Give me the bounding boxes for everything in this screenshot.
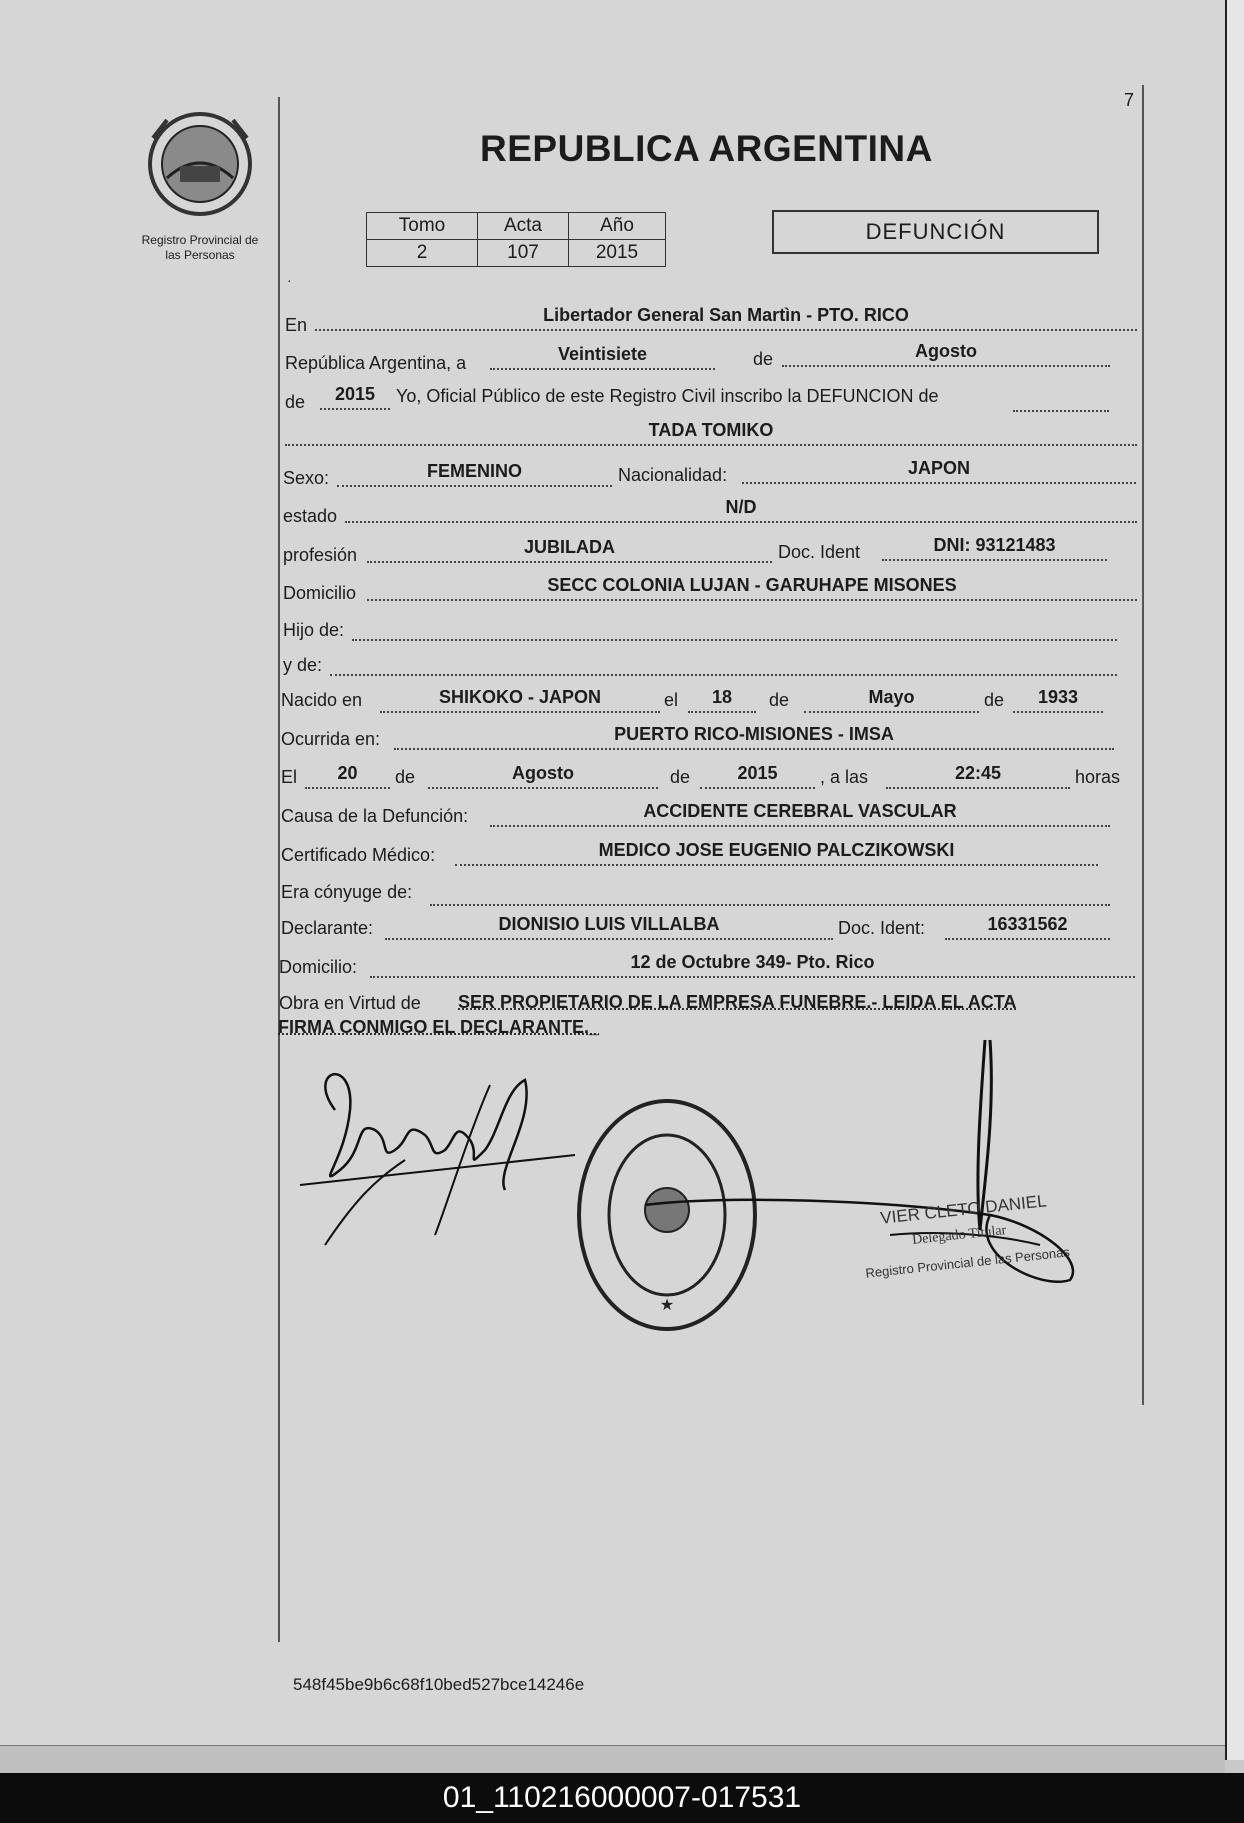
value-anio: 2015 bbox=[569, 240, 666, 267]
record-type-box: DEFUNCIÓN bbox=[772, 210, 1099, 254]
header-acta: Acta bbox=[478, 213, 569, 240]
label-de-1: de bbox=[753, 349, 774, 369]
label-de-5: de bbox=[395, 767, 416, 787]
label-obra: Obra en Virtud de bbox=[279, 993, 421, 1013]
document-hash: 548f45be9b6c68f10bed527bce14246e bbox=[293, 1675, 585, 1694]
document-title: REPUBLICA ARGENTINA bbox=[480, 128, 933, 169]
label-profesion: profesión bbox=[283, 545, 358, 565]
svg-text:★: ★ bbox=[659, 1297, 675, 1314]
page-underlay bbox=[0, 1745, 1225, 1774]
label-domicilio: Domicilio bbox=[283, 583, 357, 603]
label-nacionalidad: Nacionalidad: bbox=[618, 465, 728, 485]
field-domicilio-2: 12 de Octubre 349- Pto. Rico bbox=[370, 952, 1135, 978]
stamp-role: Delegado Titular bbox=[911, 1223, 1007, 1248]
field-lugar-nacimiento: SHIKOKO - JAPON bbox=[380, 687, 660, 713]
label-republica: República Argentina, a bbox=[285, 353, 467, 373]
field-blank-1 bbox=[1013, 386, 1109, 412]
right-margin-line bbox=[1142, 85, 1144, 1405]
adjacent-page-edge bbox=[1225, 0, 1244, 1760]
field-lugar: Libertador General San Martìn - PTO. RICO bbox=[315, 305, 1137, 331]
table-header-row bbox=[367, 213, 666, 240]
field-dia-defuncion: 20 bbox=[305, 763, 390, 789]
value-tomo: 2 bbox=[367, 240, 478, 267]
document-id-bar: 01_110216000007-017531 bbox=[0, 1773, 1244, 1823]
field-doc-ident-2: 16331562 bbox=[945, 914, 1110, 940]
field-hijo-de bbox=[352, 615, 1117, 641]
field-sexo: FEMENINO bbox=[337, 461, 612, 487]
label-domicilio-2: Domicilio: bbox=[279, 957, 358, 977]
label-estado: estado bbox=[283, 506, 338, 526]
field-conyuge bbox=[430, 880, 1110, 906]
label-horas: horas bbox=[1075, 767, 1121, 787]
label-y-de: y de: bbox=[283, 655, 323, 675]
field-anio-defuncion: 2015 bbox=[700, 763, 815, 789]
label-de-2: de bbox=[285, 392, 306, 412]
field-declarante: DIONISIO LUIS VILLALBA bbox=[385, 914, 833, 940]
field-y-de bbox=[330, 650, 1117, 676]
label-doc-ident: Doc. Ident bbox=[778, 542, 861, 562]
declarant-signature bbox=[295, 1050, 585, 1250]
stamp-name: VIER CLETO DANIEL bbox=[879, 1191, 1048, 1228]
stray-mark: · bbox=[287, 272, 292, 288]
label-de-6: de bbox=[670, 767, 691, 787]
field-anio: 2015 bbox=[320, 384, 390, 410]
record-table bbox=[366, 212, 666, 267]
field-profesion: JUBILADA bbox=[367, 537, 772, 563]
province-logo-icon bbox=[145, 108, 255, 220]
field-dia-nacimiento: 18 bbox=[688, 687, 756, 713]
label-a-las: , a las bbox=[820, 767, 869, 787]
field-anio-nacimiento: 1933 bbox=[1013, 687, 1103, 713]
field-doc-ident: DNI: 93121483 bbox=[882, 535, 1107, 561]
label-sexo: Sexo: bbox=[283, 468, 330, 488]
field-ocurrida-en: PUERTO RICO-MISIONES - IMSA bbox=[394, 724, 1114, 750]
field-nacionalidad: JAPON bbox=[742, 458, 1136, 484]
header-anio: Año bbox=[569, 213, 666, 240]
page-number: 7 bbox=[1124, 90, 1135, 110]
label-certificado: Certificado Médico: bbox=[281, 845, 436, 865]
field-mes-escrito: Agosto bbox=[782, 341, 1110, 367]
field-nombre-fallecido: TADA TOMIKO bbox=[285, 420, 1137, 446]
left-margin-line bbox=[278, 97, 280, 1642]
field-mes-nacimiento: Mayo bbox=[804, 687, 979, 713]
label-de-3: de bbox=[769, 690, 790, 710]
label-conyuge: Era cónyuge de: bbox=[281, 882, 413, 902]
label-nacido-en: Nacido en bbox=[281, 690, 363, 710]
field-dia-escrito: Veintisiete bbox=[490, 344, 715, 370]
label-causa: Causa de la Defunción: bbox=[281, 806, 469, 826]
label-declarante: Declarante: bbox=[281, 918, 374, 938]
label-de-4: de bbox=[984, 690, 1005, 710]
label-oficial: Yo, Oficial Público de este Registro Civil inscribo la DEFUNCION de bbox=[396, 386, 939, 406]
value-acta: 107 bbox=[478, 240, 569, 267]
label-doc-ident-2: Doc. Ident: bbox=[838, 918, 926, 938]
label-el-1: el bbox=[664, 690, 679, 710]
table-row bbox=[367, 240, 666, 267]
field-estado: N/D bbox=[345, 497, 1137, 523]
stamp-office: Registro Provincial de las Personas bbox=[864, 1244, 1071, 1281]
header-tomo: Tomo bbox=[367, 213, 478, 240]
label-en: En bbox=[285, 315, 308, 335]
field-certificado: MEDICO JOSE EUGENIO PALCZIKOWSKI bbox=[455, 840, 1098, 866]
registry-caption-line1: Registro Provincial de bbox=[141, 233, 259, 247]
field-domicilio: SECC COLONIA LUJAN - GARUHAPE MISONES bbox=[367, 575, 1137, 601]
label-el-2: El bbox=[281, 767, 298, 787]
field-obra-linea-2: FIRMA CONMIGO EL DECLARANTE._ bbox=[278, 1017, 600, 1037]
field-hora-defuncion: 22:45 bbox=[886, 763, 1070, 789]
field-causa: ACCIDENTE CEREBRAL VASCULAR bbox=[490, 801, 1110, 827]
label-hijo-de: Hijo de: bbox=[283, 620, 345, 640]
field-obra-linea-1: SER PROPIETARIO DE LA EMPRESA FUNEBRE.- LEIDA EL ACTA bbox=[458, 992, 1017, 1012]
label-ocurrida-en: Ocurrida en: bbox=[281, 729, 381, 749]
registry-caption bbox=[125, 233, 275, 263]
registry-caption-line2: las Personas bbox=[165, 248, 235, 262]
field-mes-defuncion: Agosto bbox=[428, 763, 658, 789]
